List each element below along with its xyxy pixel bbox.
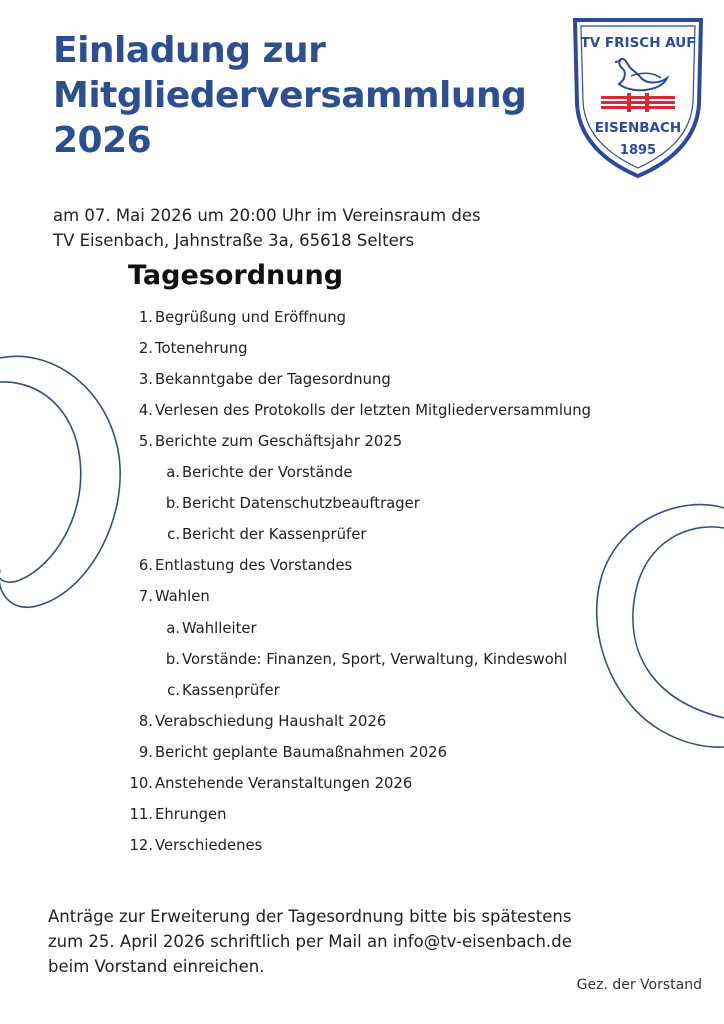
title-line: Einladung zur (53, 30, 326, 71)
agenda-item-text: Verabschiedung Haushalt 2026 (155, 712, 387, 730)
agenda-item-number: 1. (138, 309, 153, 326)
footer-line: zum 25. April 2026 schriftlich per Mail an info@tv-eisenbach.de (48, 932, 572, 951)
agenda-item-text: Bericht geplante Baumaßnahmen 2026 (155, 743, 447, 761)
agenda-item-text: Bekanntgabe der Tagesordnung (155, 371, 391, 389)
logo-top-text: TV FRISCH AUF (580, 35, 696, 51)
footer-line: beim Vorstand einreichen. (48, 957, 265, 976)
agenda-item-number: 5. (138, 433, 153, 451)
intro-line: TV Eisenbach, Jahnstraße 3a, 65618 Selters (53, 231, 415, 250)
agenda-item-text: Entlastung des Vorstandes (155, 557, 353, 575)
right-swirl-decoration (590, 500, 724, 770)
meeting-details (53, 203, 481, 253)
agenda-item-text: Verlesen des Protokolls der letzten Mitgliederversammlung (155, 402, 592, 420)
agenda-item-text: Begrüßung und Eröffnung (155, 309, 347, 326)
agenda-item-number: b. (165, 495, 180, 513)
agenda-item-text: Ehrungen (155, 805, 227, 823)
footer-line: Anträge zur Erweiterung der Tagesordnung bitte bis spätestens (48, 907, 572, 926)
agenda-item-text: Berichte der Vorstände (182, 464, 353, 482)
page-title (53, 28, 553, 163)
agenda-item-number: 10. (129, 774, 153, 792)
agenda-item-number: c. (167, 526, 180, 544)
agenda-item-number: 6. (138, 557, 153, 575)
agenda-item-text: Kassenprüfer (182, 681, 280, 699)
footer-note (48, 904, 572, 979)
agenda-item-text: Verschiedenes (155, 836, 263, 854)
agenda-item-text: Anstehende Veranstaltungen 2026 (155, 774, 413, 792)
agenda-item-text: Vorstände: Finanzen, Sport, Verwaltung, Kindeswohl (182, 650, 568, 668)
agenda-item-number: b. (165, 650, 180, 668)
agenda-item-text: Berichte zum Geschäftsjahr 2025 (155, 433, 403, 451)
agenda-item-text: Wahlleiter (182, 619, 257, 637)
logo-year-text: 1895 (619, 143, 657, 158)
agenda-item-text: Bericht der Kassenprüfer (182, 526, 367, 544)
signature: Gez. der Vorstand (576, 977, 702, 993)
agenda-item-text: Bericht Datenschutzbeauftrager (182, 495, 420, 513)
logo-bottom-text: EISENBACH (594, 120, 682, 136)
agenda-item-number: a. (166, 464, 180, 482)
agenda-item-number: 8. (138, 712, 153, 730)
club-logo (571, 14, 705, 180)
agenda-item-number: 11. (129, 805, 153, 823)
agenda-item-number: 3. (138, 371, 153, 389)
title-line: Mitgliederversammlung (53, 75, 527, 116)
agenda-item-number: 2. (138, 340, 153, 358)
agenda-item-text: Totenehrung (155, 340, 248, 358)
agenda-item-number: 7. (138, 588, 153, 606)
agenda-item-number: c. (167, 681, 180, 699)
agenda-item-number: a. (166, 619, 180, 637)
agenda-item-number: 9. (138, 743, 153, 761)
agenda-item-text: Wahlen (155, 588, 210, 606)
agenda-item-number: 12. (129, 836, 153, 854)
intro-line: am 07. Mai 2026 um 20:00 Uhr im Vereinsraum des (53, 206, 481, 225)
agenda-item-number: 4. (138, 402, 153, 420)
title-line: 2026 (53, 120, 152, 161)
agenda-heading: Tagesordnung (128, 260, 344, 291)
